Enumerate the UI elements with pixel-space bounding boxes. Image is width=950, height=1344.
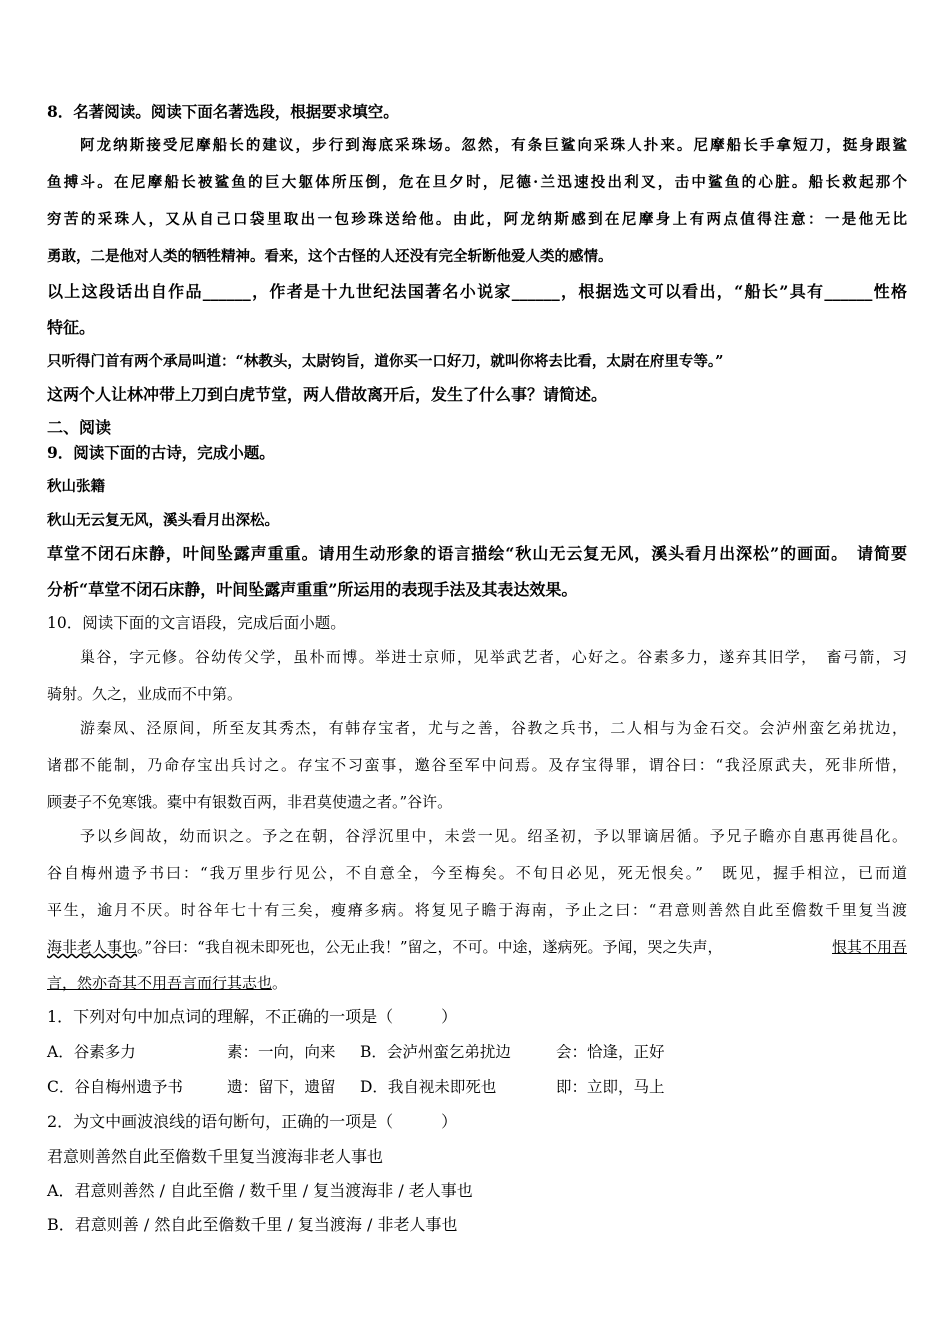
q10-para-line: 骑射。久之，业成而不中第。 xyxy=(47,685,243,703)
sub2-option: A．君意则善然 / 自此至儋 / 数千里 / 复当渡海非 / 老人事也 xyxy=(47,1181,473,1200)
wavy-underlined-sentence: 海非老人事也 xyxy=(47,938,138,956)
sub2-stem: 2．为文中画波浪线的语句断句，正确的一项是（ ） xyxy=(47,1112,458,1131)
q8-fill-line: 特征。 xyxy=(47,318,96,337)
sub1-option-c: C．谷自梅州遗予书 xyxy=(47,1078,183,1096)
q8-title: 8．名著阅读。阅读下面名著选段，根据要求填空。 xyxy=(47,102,399,121)
q10-para-line: 顾妻子不免寒饿。橐中有银数百两，非君莫使遗之者。”谷许。 xyxy=(47,793,453,811)
q10-title: 10．阅读下面的文言语段，完成后面小题。 xyxy=(47,614,346,632)
sub2-option: B．君意则善 / 然自此至儋数千里 / 复当渡海 / 非老人事也 xyxy=(47,1215,458,1234)
q8-passage-line: 鱼搏斗。在尼摩船长被鲨鱼的巨大躯体所压倒，危在旦夕时，尼德·兰迅速投出利叉，击中鲨鱼的心脏。船长救起那个 xyxy=(47,174,907,191)
q8-quote: 只听得门首有两个承局叫道：“林教头，太尉钧旨，道你买一口好刀，就叫你将去比看，太尉在府里专等。” xyxy=(47,353,724,370)
q8-question: 这两个人让林冲带上刀到白虎节堂，两人借故离开后，发生了什么事？请简述。 xyxy=(47,385,608,404)
para-text: 。 xyxy=(272,974,288,992)
q10-para-line xyxy=(47,937,907,957)
sub1-option-b-gloss: 会：恰逢，正好 xyxy=(556,1043,665,1061)
q8-passage-line: 勇敢，二是他对人类的牺牲精神。看来，这个古怪的人还没有完全斩断他爱人类的感情。 xyxy=(47,248,613,265)
q9-poem-title: 秋山张籍 xyxy=(47,478,105,495)
section-heading: 二、阅读 xyxy=(47,418,112,437)
q9-title: 9．阅读下面的古诗，完成小题。 xyxy=(47,443,275,462)
sub2-sentence: 君意则善然自此至儋数千里复当渡海非老人事也 xyxy=(47,1147,384,1166)
underlined-sentence: 恨其不用吾 xyxy=(831,938,907,956)
q9-task-line: 分析“草堂不闭石床静，叶间坠露声重重”所运用的表现手法及其表达效果。 xyxy=(47,580,578,599)
sub1-option-d-gloss: 即：立即，马上 xyxy=(556,1078,665,1096)
para-text: 。”谷曰：“我自视未即死也，公无止我！”留之，不可。中途，遂病死。予闻，哭之失声， xyxy=(137,938,723,956)
sub1-stem: 1．下列对句中加点词的理解，不正确的一项是（ ） xyxy=(47,1007,458,1026)
q8-passage-line: 穷苦的采珠人，又从自己口袋里取出一包珍珠送给他。由此，阿龙纳斯感到在尼摩身上有两点值得注意：一是他无比 xyxy=(47,211,907,228)
q10-para-line: 巢谷，字元修。谷幼传父学，虽朴而博。举进士京师，见举武艺者，心好之。谷素多力，遂弃其旧学， 畜弓箭，习 xyxy=(80,648,907,666)
q8-passage-line: 阿龙纳斯接受尼摩船长的建议，步行到海底采珠场。忽然，有条巨鲨向采珠人扑来。尼摩船长手拿短刀，挺身跟鲨 xyxy=(80,137,907,154)
sub1-option-a: A．谷素多力 xyxy=(47,1043,136,1061)
sub1-option-b: B．会泸州蛮乞弟扰边 xyxy=(360,1043,511,1061)
q10-para-line: 游秦凤、泾原间，所至友其秀杰，有韩存宝者，尤与之善，谷教之兵书，二人相与为金石交。会泸州蛮乞弟扰边， xyxy=(80,719,907,737)
q8-fill-line: 以上这段话出自作品______，作者是十九世纪法国著名小说家______，根据选文可以看出，“船长”具有______性格 xyxy=(47,282,907,301)
q9-task-line: 草堂不闭石床静，叶间坠露声重重。请用生动形象的语言描绘“秋山无云复无风，溪头看月出深松”的画面。 请简要 xyxy=(47,544,907,563)
q10-para-line xyxy=(47,973,907,993)
q10-para-line: 诸郡不能制，乃命存宝出兵讨之。存宝不习蛮事，邀谷至军中问焉。及存宝得罪，谓谷曰：“我泾原武夫，死非所惜， xyxy=(47,756,907,774)
sub1-option-d: D．我自视未即死也 xyxy=(360,1078,497,1096)
underlined-sentence: 言，然亦奇其不用吾言而行其志也 xyxy=(47,974,273,992)
q9-poem-line: 秋山无云复无风，溪头看月出深松。 xyxy=(47,512,279,529)
sub1-option-a-gloss: 素：一向，向来 xyxy=(227,1043,336,1061)
q10-para-line: 谷自梅州遗予书曰：“我万里步行见公，不自意全，今至梅矣。不旬日必见，死无恨矣。” 既见，握手相泣，已而道 xyxy=(47,864,907,882)
sub1-option-c-gloss: 遗：留下，遗留 xyxy=(227,1078,336,1096)
q10-para-line: 平生，逾月不厌。时谷年七十有三矣，瘦瘠多病。将复见子瞻于海南，予止之曰：“君意则善然自此至儋数千里复当渡 xyxy=(47,901,907,919)
q10-para-line: 予以乡闾故，幼而识之。予之在朝，谷浮沉里中，未尝一见。绍圣初，予以罪谪居循。予兄子瞻亦自惠再徙昌化。 xyxy=(80,827,907,845)
